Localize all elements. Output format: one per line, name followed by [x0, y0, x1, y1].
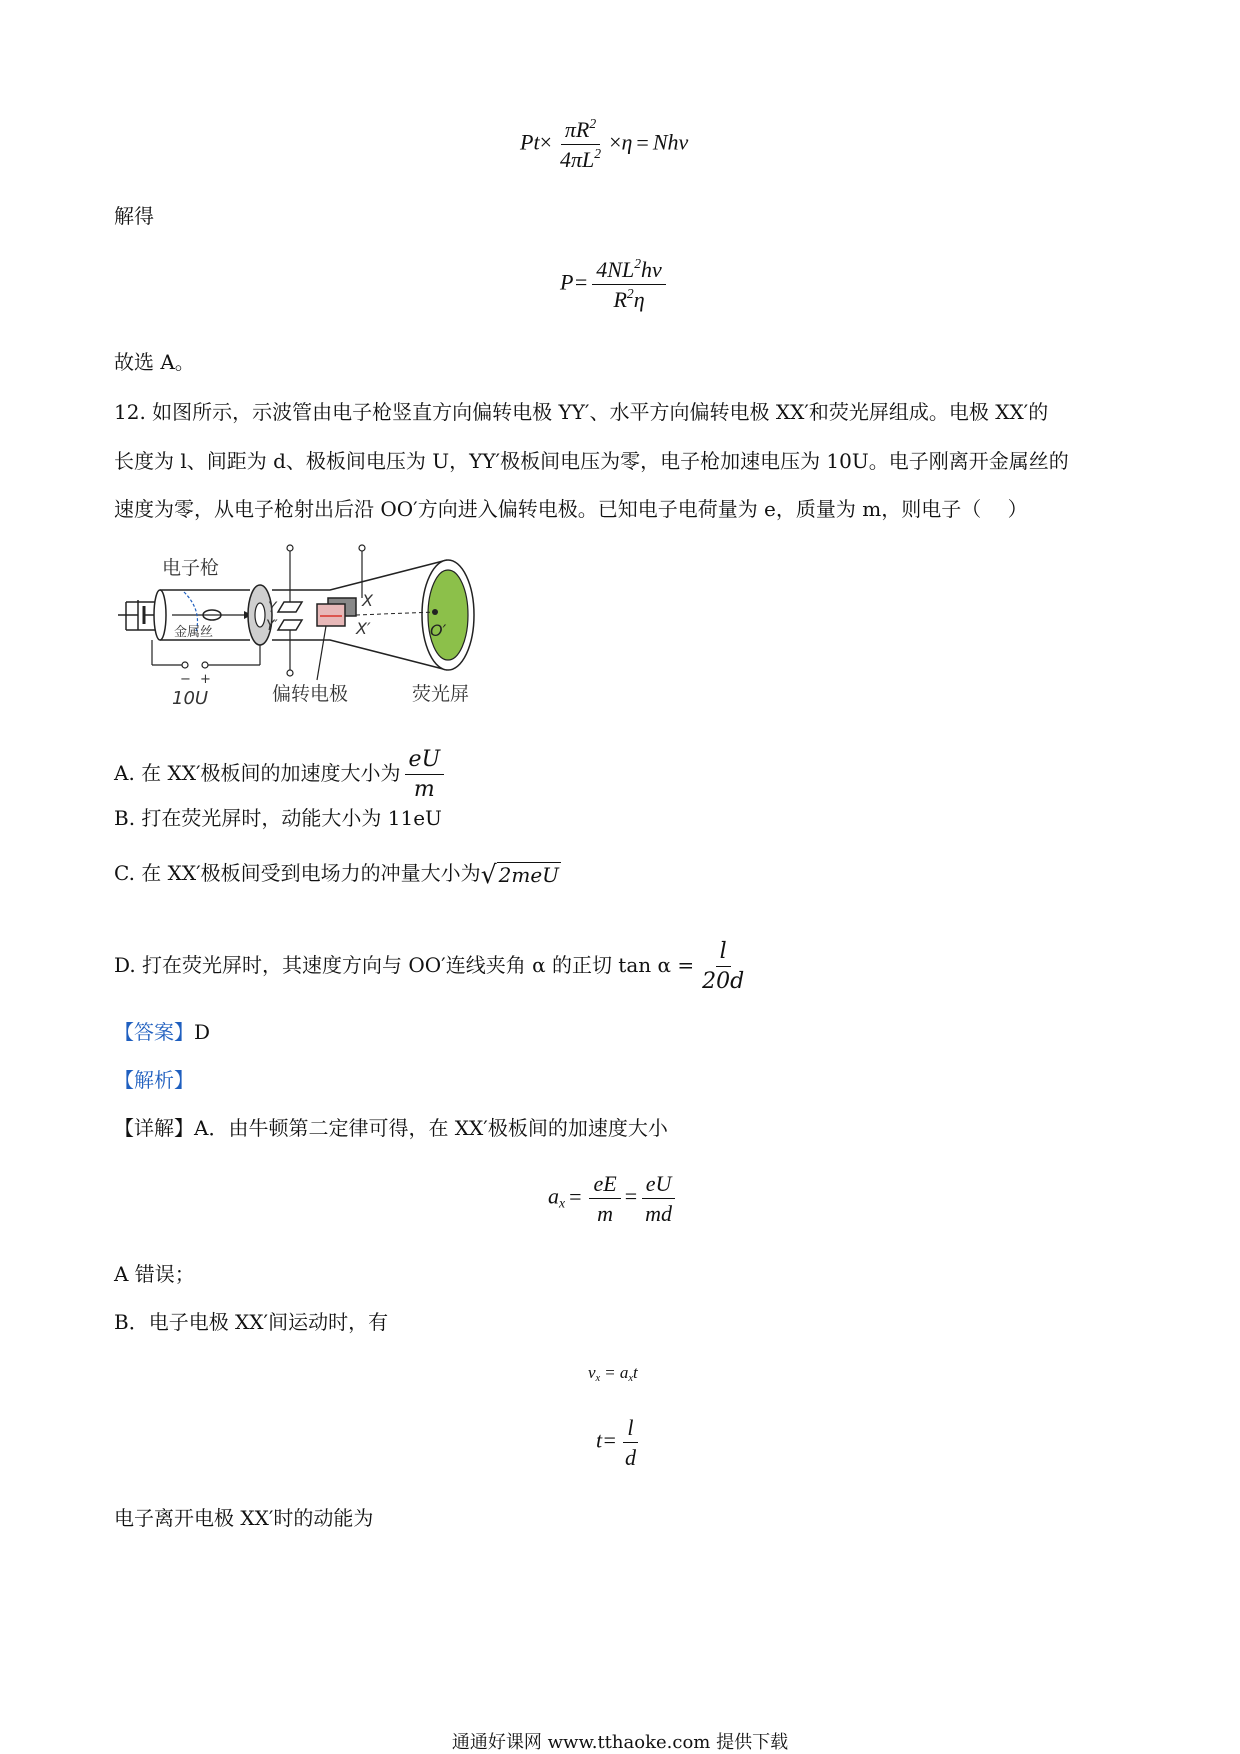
label-o-prime: O′: [430, 621, 447, 640]
label-x: X: [362, 591, 373, 610]
question-line-1: 12. 如图所示，示波管由电子枪竖直方向偏转电极 YY′、水平方向偏转电极 XX′和荧光屏组成。电极 XX′的: [114, 400, 1049, 424]
formula2-fraction: [592, 258, 666, 311]
option-d: [114, 940, 752, 993]
label-plus: +: [200, 672, 211, 687]
formula1-den-exp: 2: [594, 146, 602, 162]
formula1-rhs: Nhν: [652, 129, 689, 155]
option-a: [114, 748, 448, 801]
b-intro: B．电子电极 XX′间运动时，有: [114, 1310, 389, 1334]
option-a-fraction: [405, 748, 445, 801]
formula3-frac1: [589, 1172, 620, 1225]
label-x-prime: X′: [356, 619, 371, 638]
formula2-lhs: P=: [560, 269, 589, 295]
formula3-frac2: [641, 1172, 676, 1225]
formula2-den: R: [613, 287, 627, 313]
label-y-prime: Y′: [266, 618, 278, 634]
formula1-eta: η: [621, 129, 633, 155]
formula3-num1: eE: [589, 1172, 620, 1199]
formula3-eq2: =: [624, 1183, 638, 1209]
kinetic-energy-line: 电子离开电极 XX′时的动能为: [114, 1506, 374, 1530]
formula-acceleration: [548, 1172, 680, 1225]
oscilloscope-diagram: [112, 540, 532, 720]
formula2-den-rest: η: [633, 287, 645, 313]
option-d-num: l: [716, 940, 731, 967]
option-c-text: C. 在 XX′极板间受到电场力的冲量大小为: [114, 861, 481, 885]
formula1-fraction: [556, 118, 605, 171]
label-screen: 荧光屏: [412, 683, 470, 705]
formula3-num2: eU: [642, 1172, 676, 1199]
a-wrong: A 错误；: [114, 1262, 195, 1286]
option-c-radicand: 2meU: [498, 863, 560, 887]
detail-text: A．由牛顿第二定律可得，在 XX′极板间的加速度大小: [194, 1116, 668, 1140]
formula4-rhs-sub: x: [628, 1373, 634, 1385]
formula1-times: ×: [539, 129, 552, 155]
option-d-fraction: [698, 940, 748, 993]
formula2-num-exp: 2: [634, 256, 642, 272]
analysis-label: 【解析】: [114, 1068, 194, 1092]
formula5-lhs: t=: [596, 1427, 617, 1453]
formula4-rhs-t: t: [633, 1363, 638, 1382]
label-electron-gun: 电子枪: [162, 557, 220, 579]
formula1-eq: =: [636, 129, 649, 155]
formula3-lhs: a: [548, 1183, 559, 1209]
footer-source: 通通好课网 www.tthaoke.com 提供下载: [451, 1732, 789, 1753]
question-line-2: 长度为 l、间距为 d、极板间电压为 U，YY′极板间电压为零，电子枪加速电压为 10U。电子刚离开金属丝的: [114, 449, 1069, 473]
formula1-times-2: ×: [609, 129, 622, 155]
option-b: B. 打在荧光屏时，动能大小为 11eU: [114, 806, 442, 830]
previous-answer: 故选 A。: [114, 350, 195, 374]
label-filament: 金属丝: [174, 625, 214, 640]
option-a-num: eU: [405, 748, 445, 775]
formula-power-balance: [520, 118, 688, 171]
formula4-eq: =: [605, 1363, 615, 1382]
formula2-num-rest: hν: [641, 257, 662, 282]
option-c: [114, 862, 561, 887]
formula4-lhs-sub: x: [595, 1373, 601, 1385]
formula5-num: l: [623, 1416, 637, 1443]
formula4-rhs: a: [619, 1363, 629, 1382]
label-voltage: 10U: [172, 688, 209, 709]
solve-label: 解得: [114, 204, 154, 228]
option-a-den: m: [413, 777, 435, 803]
detail-label: 【详解】: [114, 1116, 194, 1140]
formula1-lhs: Pt: [520, 129, 540, 155]
question-line-3: 速度为零，从电子枪射出后沿 OO′方向进入偏转电极。已知电子电荷量为 e，质量为 m，则电子（ ）: [114, 497, 1028, 521]
option-c-sqrt: √ 2meU: [480, 860, 560, 889]
formula2-den-exp: 2: [626, 286, 634, 302]
label-minus: −: [180, 672, 191, 687]
option-a-text: A. 在 XX′极板间的加速度大小为: [114, 761, 401, 786]
formula2-num: 4NL: [596, 257, 635, 282]
detail-line: [114, 1118, 668, 1138]
option-d-den: 20d: [702, 969, 745, 995]
formula5-den: d: [624, 1445, 636, 1471]
formula3-eq1: =: [569, 1183, 582, 1209]
answer-line: [114, 1022, 210, 1042]
formula-power-result: [560, 258, 670, 311]
formula4-lhs: v: [588, 1363, 596, 1382]
answer-value: D: [194, 1020, 211, 1044]
option-d-text: D. 打在荧光屏时，其速度方向与 OO′连线夹角 α 的正切 tan α =: [114, 953, 695, 978]
formula5-fraction: [621, 1416, 640, 1469]
formula1-num: πR: [564, 117, 590, 142]
formula3-den2: md: [645, 1201, 672, 1227]
formula3-lhs-sub: x: [559, 1195, 566, 1211]
answer-label: 【答案】: [114, 1020, 194, 1044]
formula-time: [596, 1416, 644, 1469]
formula1-num-exp: 2: [589, 116, 597, 132]
formula1-den: 4πL: [559, 147, 595, 173]
formula-velocity: [588, 1363, 638, 1385]
label-deflection: 偏转电极: [272, 683, 349, 705]
formula3-den1: m: [597, 1201, 614, 1227]
label-y: Y: [268, 600, 277, 616]
